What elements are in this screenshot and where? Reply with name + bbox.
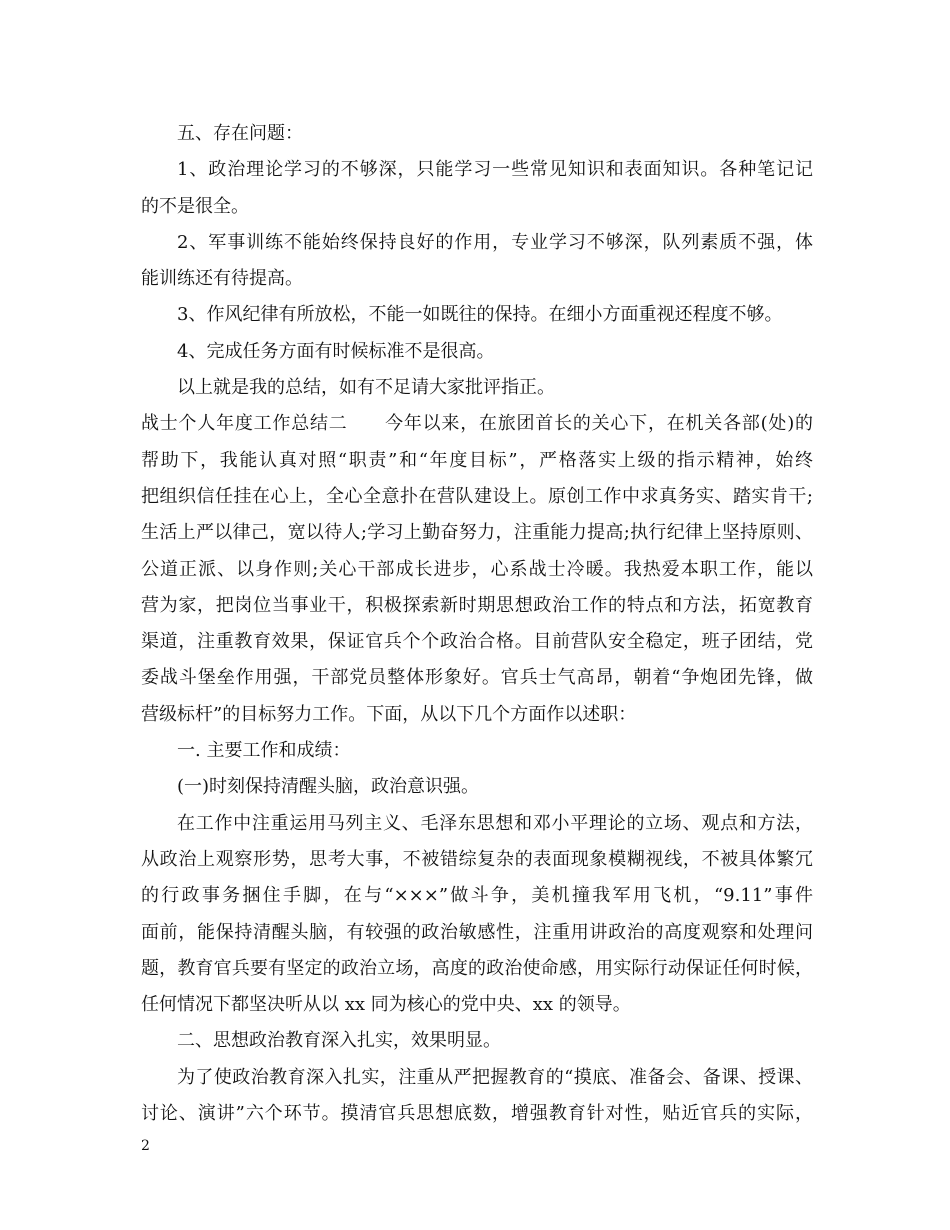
paragraph-line: 在工作中注重运用马列主义、毛泽东思想和邓小平理论的立场、观点和方法，	[177, 812, 813, 834]
paragraph-line: 3、作风纪律有所放松，不能一如既往的保持。在细小方面重视还程度不够。	[177, 304, 783, 326]
paragraph-line: 1、政治理论学习的不够深，只能学习一些常见知识和表面知识。各种笔记记	[177, 159, 813, 181]
subsection-heading: (一)时刻保持清醒头脑，政治意识强。	[177, 776, 480, 798]
paragraph-line: 的行政事务捆住手脚，在与“×××”做斗争，美机撞我军用飞机，“9.11”事件	[141, 885, 813, 907]
paragraph-line: 的不是很全。	[141, 195, 249, 217]
paragraph-line: 面前，能保持清醒头脑，有较强的政治敏感性，注重用讲政治的高度观察和处理问	[141, 921, 813, 943]
paragraph-line: 题，教育官兵要有坚定的政治立场，高度的政治使命感，用实际行动保证任何时候，	[141, 957, 813, 979]
paragraph-line: 委战斗堡垒作用强，干部党员整体形象好。官兵士气高昂，朝着“争炮团先锋，做	[141, 667, 813, 689]
paragraph-line: 讨论、演讲”六个环节。摸清官兵思想底数，增强教育针对性，贴近官兵的实际，	[141, 1103, 813, 1125]
section-heading-education: 二、思想政治教育深入扎实，效果明显。	[177, 1030, 501, 1052]
paragraph-line: 渠道，注重教育效果，保证官兵个个政治合格。目前营队安全稳定，班子团结，党	[141, 631, 813, 653]
paragraph-line: 以上就是我的总结，如有不足请大家批评指正。	[177, 377, 555, 399]
paragraph-line: 2、军事训练不能始终保持良好的作用，专业学习不够深，队列素质不强，体	[177, 231, 813, 253]
document-title-line: 战士个人年度工作总结二 今年以来，在旅团首长的关心下，在机关各部(处)的	[141, 413, 813, 435]
paragraph-line: 营为家，把岗位当事业干，积极探索新时期思想政治工作的特点和方法，拓宽教育	[141, 594, 813, 616]
paragraph-line: 4、完成任务方面有时候标准不是很高。	[177, 340, 495, 362]
section-heading-main-work: 一. 主要工作和成绩：	[177, 740, 351, 762]
paragraph-line: 公道正派、以身作则;关心干部成长进步，心系战士冷暖。我热爱本职工作，能以	[141, 558, 813, 580]
paragraph-line: 任何情况下都坚决听从以 xx 同为核心的党中央、xx 的领导。	[141, 994, 631, 1016]
paragraph-line: 把组织信任挂在心上，全心全意扑在营队建设上。原创工作中求真务实、踏实肯干;	[141, 485, 813, 507]
paragraph-line: 能训练还有待提高。	[141, 268, 303, 290]
page-number: 2	[141, 1138, 150, 1154]
paragraph-line: 帮助下，我能认真对照“职责”和“年度目标”，严格落实上级的指示精神，始终	[141, 449, 813, 471]
paragraph-line: 营级标杆”的目标努力工作。下面，从以下几个方面作以述职：	[141, 703, 637, 725]
section-heading-problems: 五、存在问题：	[177, 123, 303, 144]
paragraph-line: 为了使政治教育深入扎实，注重从严把握教育的“摸底、准备会、备课、授课、	[177, 1066, 813, 1088]
paragraph-line: 生活上严以律己，宽以待人;学习上勤奋努力，注重能力提高;执行纪律上坚持原则、	[141, 522, 813, 544]
document-body	[141, 116, 813, 1132]
paragraph-line: 从政治上观察形势，思考大事，不被错综复杂的表面现象模糊视线，不被具体繁冗	[141, 848, 813, 870]
